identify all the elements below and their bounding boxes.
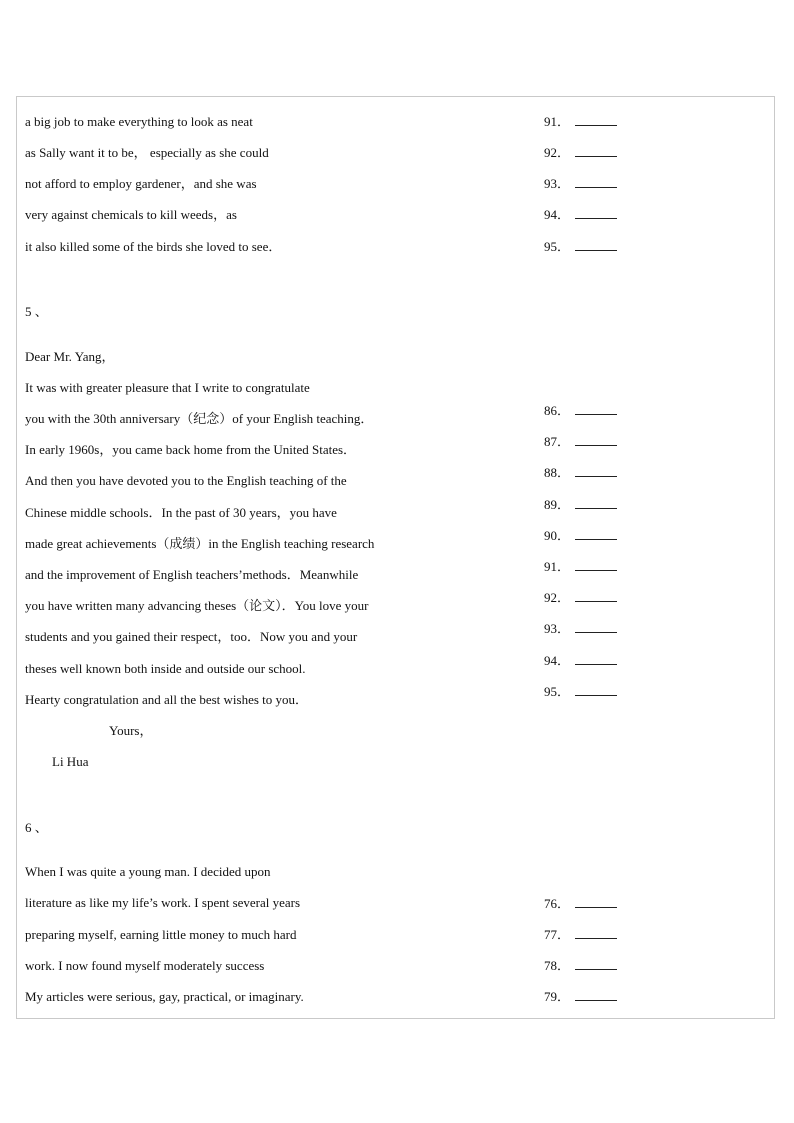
answer-number: 92． xyxy=(544,590,617,606)
answer-number: 93． xyxy=(544,176,617,192)
answer-blank[interactable] xyxy=(575,498,617,509)
passage-line: a big job to make everything to look as neat xyxy=(25,114,253,129)
passage-line: students and you gained their respect，too．Now you and your xyxy=(25,629,358,644)
answer-blank[interactable] xyxy=(575,654,617,665)
passage-line: and the improvement of English teachers’methods．Meanwhile xyxy=(25,567,359,582)
answer-number: 95． xyxy=(544,684,617,700)
passage-line: And then you have devoted you to the English teaching of the xyxy=(25,473,347,488)
answer-number: 94． xyxy=(544,207,617,223)
answer-blank[interactable] xyxy=(575,146,617,157)
answer-blank[interactable] xyxy=(575,928,617,939)
closing: Yours， xyxy=(109,723,153,738)
answer-number: 91． xyxy=(544,559,617,575)
passage-line: In early 1960s，you came back home from the United States． xyxy=(25,442,357,457)
answer-blank[interactable] xyxy=(575,560,617,571)
passage-line: not afford to employ gardener，and she was xyxy=(25,176,257,191)
answer-blank[interactable] xyxy=(575,990,617,1001)
answer-blank[interactable] xyxy=(575,466,617,477)
answer-blank[interactable] xyxy=(575,897,617,908)
passage-line: very against chemicals to kill weeds，as xyxy=(25,207,237,222)
answer-blank[interactable] xyxy=(575,240,617,251)
document-frame xyxy=(16,96,775,1019)
passage-line: it also killed some of the birds she loved to see． xyxy=(25,239,282,254)
passage-line: you have written many advancing theses（论文）．You love your xyxy=(25,598,369,613)
salutation: Dear Mr. Yang， xyxy=(25,349,115,364)
passage-line: literature as like my life’s work. I spent several years xyxy=(25,895,301,910)
signature: Li Hua xyxy=(52,754,89,769)
passage-line: When I was quite a young man. I decided upon xyxy=(25,864,271,879)
answer-number: 87． xyxy=(544,434,617,450)
answer-blank[interactable] xyxy=(575,529,617,540)
answer-number: 76． xyxy=(544,896,617,912)
answer-blank[interactable] xyxy=(575,685,617,696)
answer-blank[interactable] xyxy=(575,404,617,415)
section-heading: 6 、 xyxy=(25,820,48,835)
answer-number: 78． xyxy=(544,958,617,974)
passage-line: theses well known both inside and outside our school. xyxy=(25,661,306,676)
answer-blank[interactable] xyxy=(575,208,617,219)
answer-number: 86． xyxy=(544,403,617,419)
answer-blank[interactable] xyxy=(575,959,617,970)
answer-number: 88． xyxy=(544,465,617,481)
passage-line: It was with greater pleasure that I write to congratulate xyxy=(25,380,310,395)
answer-number: 95． xyxy=(544,239,617,255)
answer-number: 77． xyxy=(544,927,617,943)
answer-number: 79． xyxy=(544,989,617,1005)
passage-line: work. I now found myself moderately success xyxy=(25,958,265,973)
answer-blank[interactable] xyxy=(575,435,617,446)
passage-line: preparing myself, earning little money to much hard xyxy=(25,927,297,942)
answer-number: 94． xyxy=(544,653,617,669)
passage-line: as Sally want it to be， especially as she could xyxy=(25,145,269,160)
answer-blank[interactable] xyxy=(575,115,617,126)
passage-line: Hearty congratulation and all the best wishes to you． xyxy=(25,692,309,707)
passage-line: you with the 30th anniversary（纪念）of your English teaching． xyxy=(25,411,374,426)
passage-line: My articles were serious, gay, practical, or imaginary. xyxy=(25,989,304,1004)
answer-blank[interactable] xyxy=(575,622,617,633)
answer-number: 92． xyxy=(544,145,617,161)
passage-line: made great achievements（成绩）in the English teaching research xyxy=(25,536,375,551)
passage-line: Chinese middle schools．In the past of 30 years，you have xyxy=(25,505,337,520)
section-heading: 5 、 xyxy=(25,304,48,319)
answer-number: 90． xyxy=(544,528,617,544)
answer-blank[interactable] xyxy=(575,177,617,188)
answer-blank[interactable] xyxy=(575,591,617,602)
answer-number: 91． xyxy=(544,114,617,130)
answer-number: 93． xyxy=(544,621,617,637)
answer-number: 89． xyxy=(544,497,617,513)
